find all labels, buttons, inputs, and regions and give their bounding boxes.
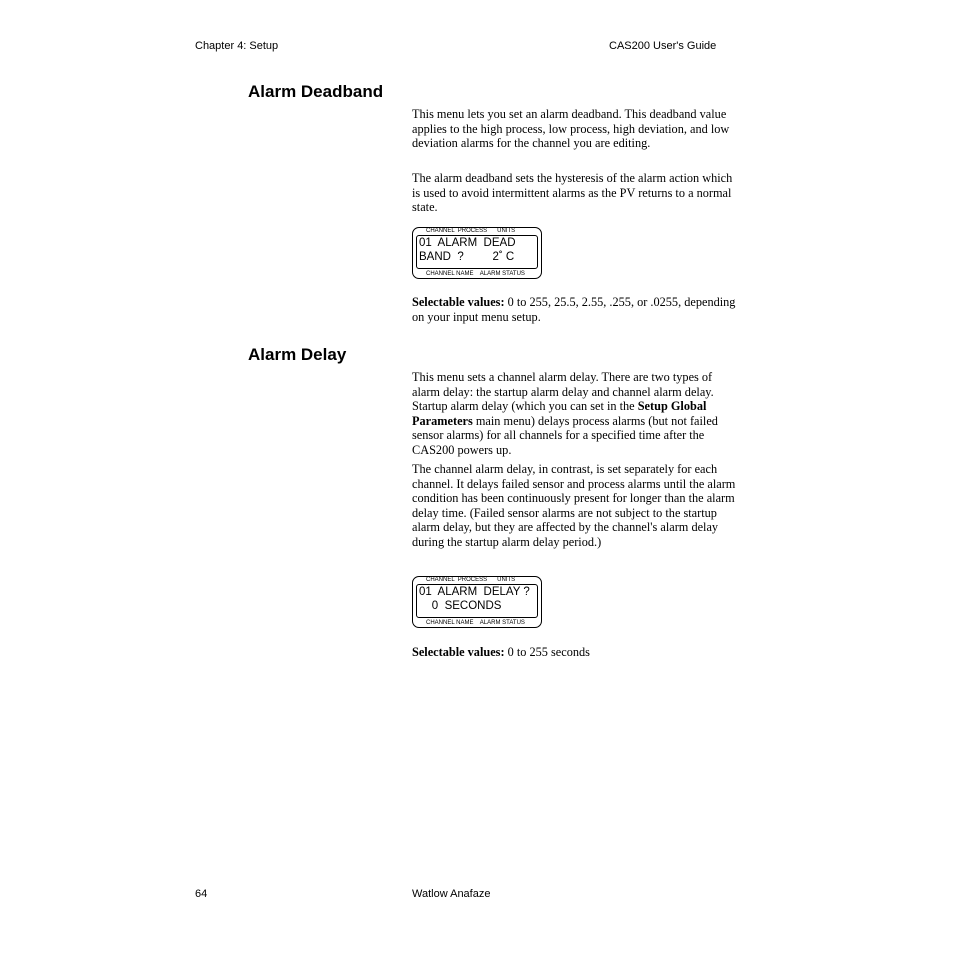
- setup-global-parameters-ref: Setup Global Parameters: [412, 399, 707, 428]
- deadband-hysteresis-paragraph: The alarm deadband sets the hysteresis of the alarm action which is used to avoid intermittent alarms as the PV returns to a normal state.: [412, 171, 733, 215]
- display-screen: [416, 584, 538, 618]
- display-screen: [416, 235, 538, 269]
- delay-selectable-values: [412, 645, 738, 660]
- display-bottom-label: CHANNEL NAME ALARM STATUS: [426, 620, 525, 626]
- running-header-chapter: Chapter 4: Setup: [195, 40, 279, 52]
- section-title-alarm-deadband: Alarm Deadband: [248, 82, 384, 101]
- display-bottom-label: CHANNEL NAME ALARM STATUS: [426, 271, 525, 277]
- selectable-values-text: 0 to 255 seconds: [504, 645, 590, 659]
- display-line-2: BAND ? 2˚ C: [419, 251, 515, 263]
- delay-intro-text-b: main menu) delays process alarms (but not failed sensor alarms) for all channels for a specified time after the CAS200 powers up.: [412, 413, 718, 457]
- page-number: 64: [195, 888, 208, 900]
- section-title-alarm-delay: Alarm Delay: [248, 345, 347, 364]
- delay-display-diagram: [412, 576, 542, 628]
- channel-delay-paragraph: The channel alarm delay, in contrast, is set separately for each channel. It delays failed sensor and process alarms until the alarm condition has been continuously present for longer than the alarm delay time. (Failed sensor alarms are not subject to the startup alarm delay, but they are affected by the channel's alarm delay during the startup alarm delay period.): [412, 462, 736, 549]
- selectable-values-label: Selectable values:: [412, 295, 505, 309]
- display-line-2: 0 SECONDS: [419, 600, 502, 612]
- display-top-label: CHANNEL PROCESS UNITS: [426, 577, 516, 583]
- deadband-display-diagram: [412, 227, 542, 279]
- running-header-title: CAS200 User's Guide: [609, 40, 717, 52]
- running-footer-company: Watlow Anafaze: [412, 888, 491, 900]
- selectable-values-label: Selectable values:: [412, 645, 505, 659]
- display-line-1: 01 ALARM DEAD: [419, 237, 516, 249]
- deadband-intro-paragraph: This menu lets you set an alarm deadband. This deadband value applies to the high process, low process, high deviation, and low deviation alarms for the channel you are editing.: [412, 107, 730, 151]
- delay-intro-paragraph: [412, 370, 738, 458]
- display-line-1: 01 ALARM DELAY ?: [419, 586, 530, 598]
- selectable-values-text: 0 to 255, 25.5, 2.55, .255, or .0255, depending on your input menu setup.: [412, 295, 736, 324]
- display-top-label: CHANNEL PROCESS UNITS: [426, 228, 516, 234]
- delay-intro-text-a: This menu sets a channel alarm delay. There are two types of alarm delay: the startup alarm delay and channel alarm delay. Startup alarm delay (which you can set in the: [412, 370, 714, 414]
- deadband-selectable-values: [412, 295, 738, 324]
